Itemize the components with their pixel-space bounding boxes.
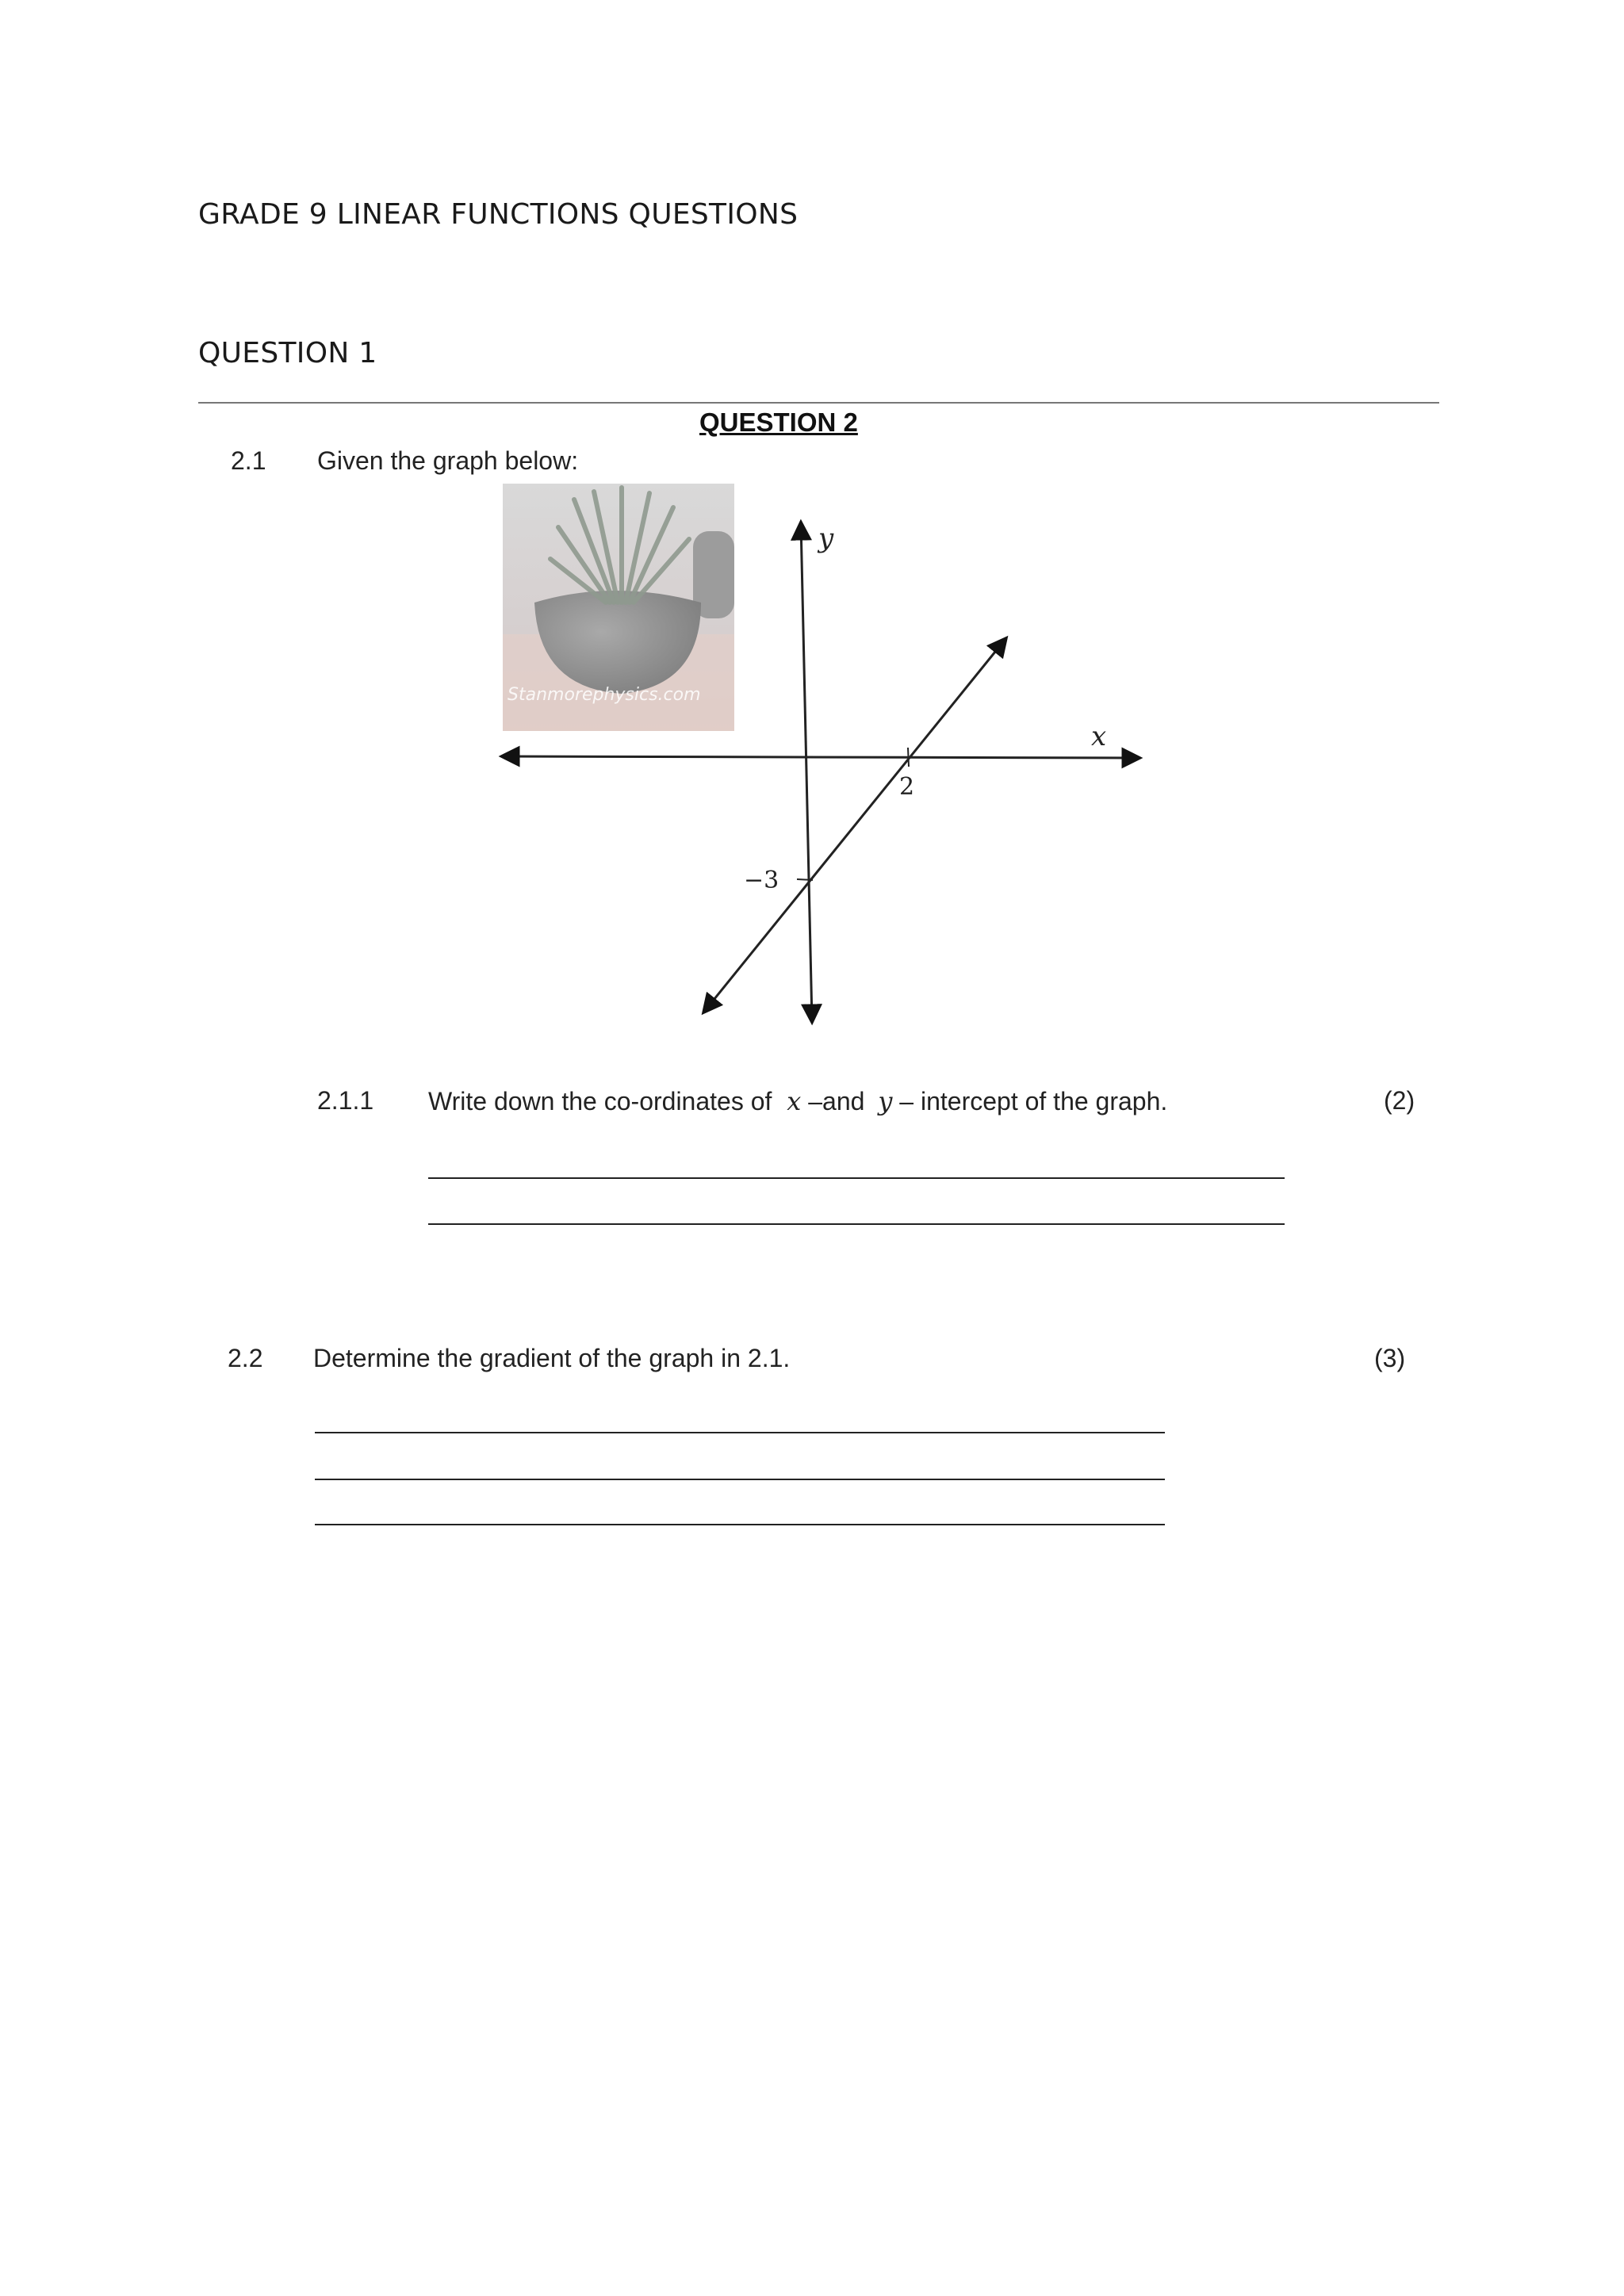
question-number: 2.1 — [231, 446, 266, 475]
question-text-part: – intercept of the graph. — [899, 1087, 1168, 1115]
answer-line[interactable] — [315, 1524, 1165, 1525]
x-axis — [503, 756, 1139, 758]
answer-line[interactable] — [428, 1223, 1285, 1225]
question-text-part: Write down the co-ordinates of — [428, 1087, 772, 1115]
y-axis — [801, 523, 812, 1021]
function-line — [704, 639, 1005, 1012]
answer-line[interactable] — [428, 1177, 1285, 1179]
variable-y: y — [878, 1086, 893, 1116]
question-number: 2.2 — [228, 1344, 263, 1372]
question-text — [428, 1086, 1167, 1116]
question-2-heading: QUESTION 2 — [699, 408, 858, 437]
marks: (3) — [1374, 1344, 1406, 1372]
watermark-text: Stanmorephysics.com — [508, 685, 701, 705]
x-axis-label: x — [1091, 721, 1107, 752]
y-intercept-label: −3 — [744, 867, 779, 894]
answer-line[interactable] — [315, 1432, 1165, 1433]
question-1-label: QUESTION 1 — [198, 337, 377, 369]
document-title: GRADE 9 LINEAR FUNCTIONS QUESTIONS — [198, 198, 799, 231]
y-intercept-tick — [797, 879, 813, 880]
x-intercept-tick — [908, 748, 909, 767]
y-axis-label: y — [818, 522, 834, 554]
question-text-part: –and — [808, 1087, 865, 1115]
x-intercept-label: 2 — [899, 773, 915, 801]
answer-line[interactable] — [315, 1479, 1165, 1480]
linear-graph — [492, 507, 1158, 1031]
marks: (2) — [1384, 1086, 1415, 1115]
variable-x: x — [787, 1086, 802, 1116]
divider — [198, 402, 1439, 404]
question-text: Given the graph below: — [317, 446, 579, 475]
question-number: 2.1.1 — [317, 1086, 374, 1115]
question-text: Determine the gradient of the graph in 2.1. — [313, 1344, 791, 1372]
